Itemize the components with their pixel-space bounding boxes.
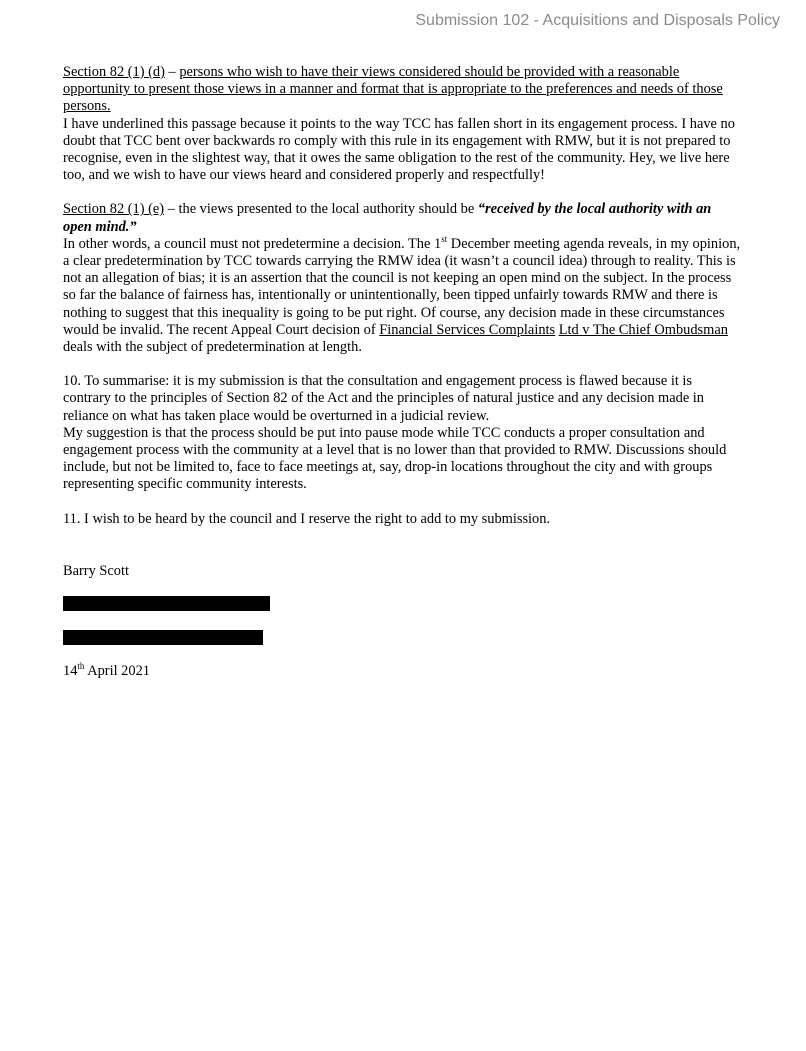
- section-d-ref: Section 82 (1) (d): [63, 64, 165, 80]
- section-d-quote: persons who wish to have their views considered should be provided with a reasonable opportunity to present those views in a manner and format that is appropriate to the preferences and needs of those persons.: [63, 64, 723, 115]
- section-e-text-2: December meeting agenda reveals, in my opinion, a clear predetermination by TCC towards carrying the RMW idea (it wasn’t a council idea) through to reality. This is not an allegation of bias; it is an assertion that the council is not keeping an open mind on the subject. In the process so far the balance of fairness has, intentionally or unintentionally, been tipped unfairly towards RMW and there is nothing to suggest that this inequality is going to be put right. Of course, any decision made in these circumstances would be invalid. The recent Appeal Court decision of: [63, 235, 741, 338]
- case-name-part-2: Ltd v The Chief Ombudsman: [558, 321, 728, 338]
- case-name-part-1: Financial Services Complaints: [379, 321, 556, 338]
- ordinal-superscript: st: [441, 234, 448, 245]
- submission-body: [63, 64, 743, 680]
- section-e-heading: [63, 201, 743, 235]
- section-e-ref: Section 82 (1) (e): [63, 201, 165, 218]
- section-e-quote: “received by the local authority with an open mind.”: [63, 201, 712, 235]
- signature-name: Barry Scott: [63, 562, 129, 579]
- redaction-bar-2: [63, 630, 263, 645]
- section-e-text-1: In other words, a council must not predetermine a decision. The 1: [63, 235, 442, 252]
- date-day: 14: [63, 663, 78, 680]
- section-e-text-3: deals with the subject of predetermination at length.: [63, 339, 362, 356]
- section-d-heading: [63, 64, 743, 116]
- para-10-suggestion: My suggestion is that the process should be put into pause mode while TCC conducts a proper consultation and engagement process with the community at a level that is no lower than that provided to RMW. Discussions should include, but not be limited to, face to face meetings at, say, drop-in locations throughout the city and with groups representing specific community interests.: [63, 424, 727, 493]
- page-header-title: Submission 102 - Acquisitions and Disposals Policy: [415, 12, 780, 29]
- section-e-lead: – the views presented to the local authority should be: [164, 201, 478, 218]
- redaction-bar-1: [63, 596, 270, 611]
- section-d-paragraph: I have underlined this passage because it points to the way TCC has fallen short in its engagement process. I have no doubt that TCC bent over backwards ro comply with this rule in its engagement with RMW, but it is not prepared to recognise, even in the slightest way, that it owes the same obligation to the rest of the community. Hey, we live here too, and we wish to have our views heard and considered properly and respectfully!: [63, 115, 735, 184]
- section-e-paragraph: [63, 236, 743, 356]
- date-rest: April 2021: [84, 663, 150, 680]
- para-11: 11. I wish to be heard by the council and I reserve the right to add to my submission.: [63, 510, 551, 527]
- section-d-dash: –: [164, 64, 180, 80]
- para-10-summary: 10. To summarise: it is my submission is that the consultation and engagement process is flawed because it is contrary to the principles of Section 82 of the Act and the principles of natural justice and any decision made in reliance on what has taken place would be overturned in a judicial review.: [63, 373, 704, 424]
- date-ordinal: th: [77, 661, 85, 672]
- signature-date: [63, 663, 743, 680]
